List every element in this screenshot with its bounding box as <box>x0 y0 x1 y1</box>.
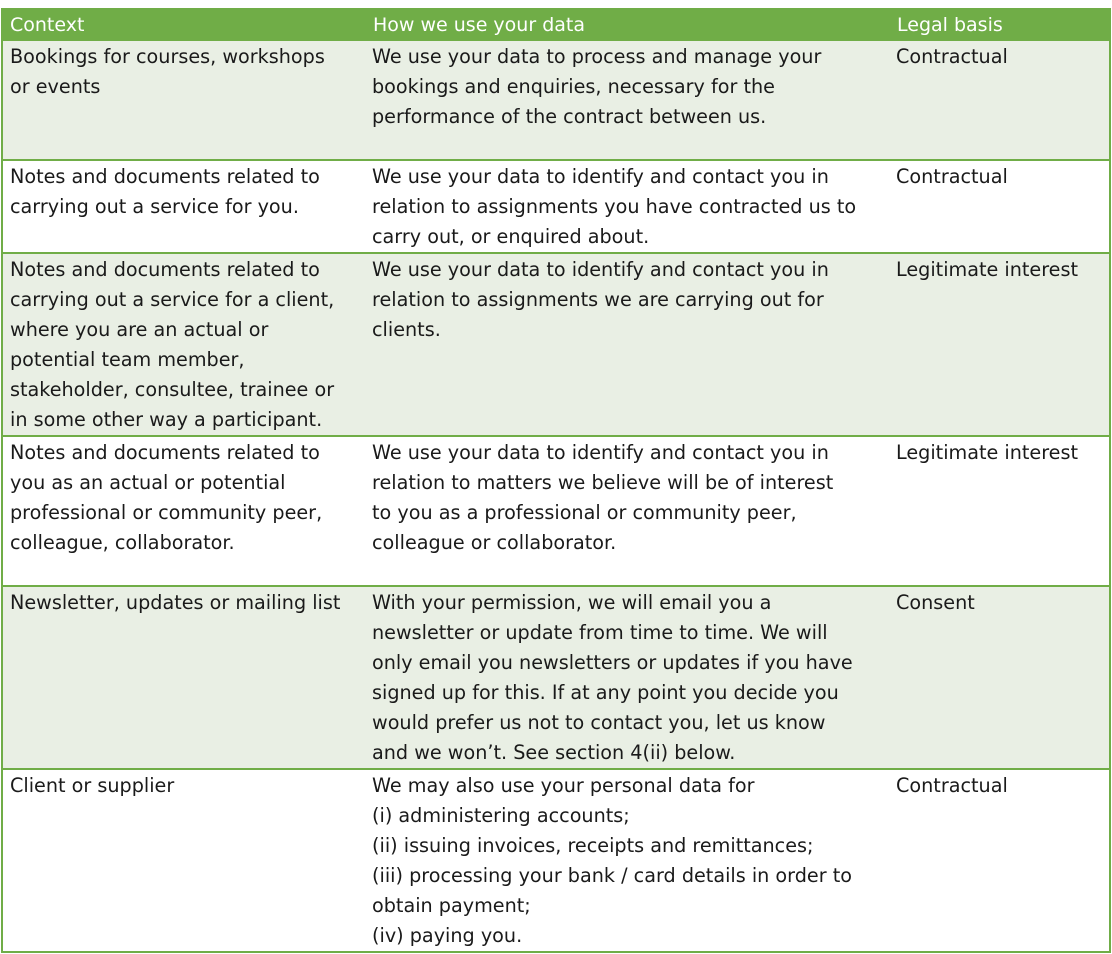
text-line: you as an actual or potential <box>10 471 286 494</box>
header-legal-basis: Legal basis <box>889 9 1110 40</box>
text-line: Consent <box>896 591 975 614</box>
text-line: We may also use your personal data for <box>372 774 755 797</box>
text-line: clients. <box>372 318 441 341</box>
text-line: relation to assignments we are carrying out for <box>372 288 824 311</box>
header-context: Context <box>2 9 365 40</box>
text-line: Contractual <box>896 165 1008 188</box>
cell-context <box>2 769 365 952</box>
cell-legal-basis <box>889 436 1110 586</box>
text-line: (iv) paying you. <box>372 924 523 947</box>
text-line: (iii) processing your bank / card details in order to <box>372 864 852 887</box>
text-line: bookings and enquiries, necessary for the <box>372 75 775 98</box>
text-line: relation to matters we believe will be of interest <box>372 471 834 494</box>
cell-context <box>2 436 365 586</box>
table-row <box>2 586 1110 769</box>
table-row <box>2 769 1110 952</box>
cell-usage <box>365 769 889 952</box>
text-line: We use your data to identify and contact you in <box>372 441 829 464</box>
text-line: colleague, collaborator. <box>10 531 235 554</box>
cell-context <box>2 586 365 769</box>
text-line: carry out, or enquired about. <box>372 225 650 248</box>
text-line: to you as a professional or community peer, <box>372 501 797 524</box>
text-line: carrying out a service for you. <box>10 195 299 218</box>
cell-context <box>2 160 365 253</box>
text-line: colleague or collaborator. <box>372 531 617 554</box>
text-line: Legitimate interest <box>896 441 1079 464</box>
text-line: where you are an actual or <box>10 318 269 341</box>
text-line: potential team member, <box>10 348 245 371</box>
table-row <box>2 253 1110 436</box>
cell-usage <box>365 586 889 769</box>
text-line: Notes and documents related to <box>10 258 320 281</box>
text-line: carrying out a service for a client, <box>10 288 335 311</box>
cell-usage <box>365 253 889 436</box>
text-line: We use your data to identify and contact you in <box>372 165 829 188</box>
cell-usage <box>365 160 889 253</box>
text-line: and we won’t. See section 4(ii) below. <box>372 741 736 764</box>
cell-legal-basis <box>889 586 1110 769</box>
text-line: would prefer us not to contact you, let us know <box>372 711 826 734</box>
cell-legal-basis <box>889 253 1110 436</box>
cell-legal-basis <box>889 40 1110 160</box>
table-row <box>2 436 1110 586</box>
text-line: We use your data to process and manage your <box>372 45 822 68</box>
header-row <box>2 9 1110 40</box>
text-line: (i) administering accounts; <box>372 804 630 827</box>
text-line: Contractual <box>896 774 1008 797</box>
text-line: Notes and documents related to <box>10 441 320 464</box>
text-line: or events <box>10 75 101 98</box>
header-usage: How we use your data <box>365 9 889 40</box>
text-line: in some other way a participant. <box>10 408 323 431</box>
text-line: With your permission, we will email you a <box>372 591 772 614</box>
cell-context <box>2 40 365 160</box>
text-line: signed up for this. If at any point you decide you <box>372 681 839 704</box>
text-line: Notes and documents related to <box>10 165 320 188</box>
text-line: Newsletter, updates or mailing list <box>10 591 341 614</box>
text-line: We use your data to identify and contact you in <box>372 258 829 281</box>
text-line: obtain payment; <box>372 894 531 917</box>
cell-usage <box>365 436 889 586</box>
table-row <box>2 40 1110 160</box>
text-line: stakeholder, consultee, trainee or <box>10 378 335 401</box>
text-line: Client or supplier <box>10 774 175 797</box>
text-line: newsletter or update from time to time. We will <box>372 621 828 644</box>
text-line: Contractual <box>896 45 1008 68</box>
cell-legal-basis <box>889 160 1110 253</box>
text-line: relation to assignments you have contracted us to <box>372 195 857 218</box>
cell-context <box>2 253 365 436</box>
data-usage-table <box>1 8 1111 953</box>
text-line: Bookings for courses, workshops <box>10 45 325 68</box>
cell-legal-basis <box>889 769 1110 952</box>
text-line: performance of the contract between us. <box>372 105 767 128</box>
cell-usage <box>365 40 889 160</box>
table-row <box>2 160 1110 253</box>
text-line: Legitimate interest <box>896 258 1079 281</box>
text-line: professional or community peer, <box>10 501 323 524</box>
text-line: only email you newsletters or updates if you have <box>372 651 853 674</box>
text-line: (ii) issuing invoices, receipts and remittances; <box>372 834 814 857</box>
